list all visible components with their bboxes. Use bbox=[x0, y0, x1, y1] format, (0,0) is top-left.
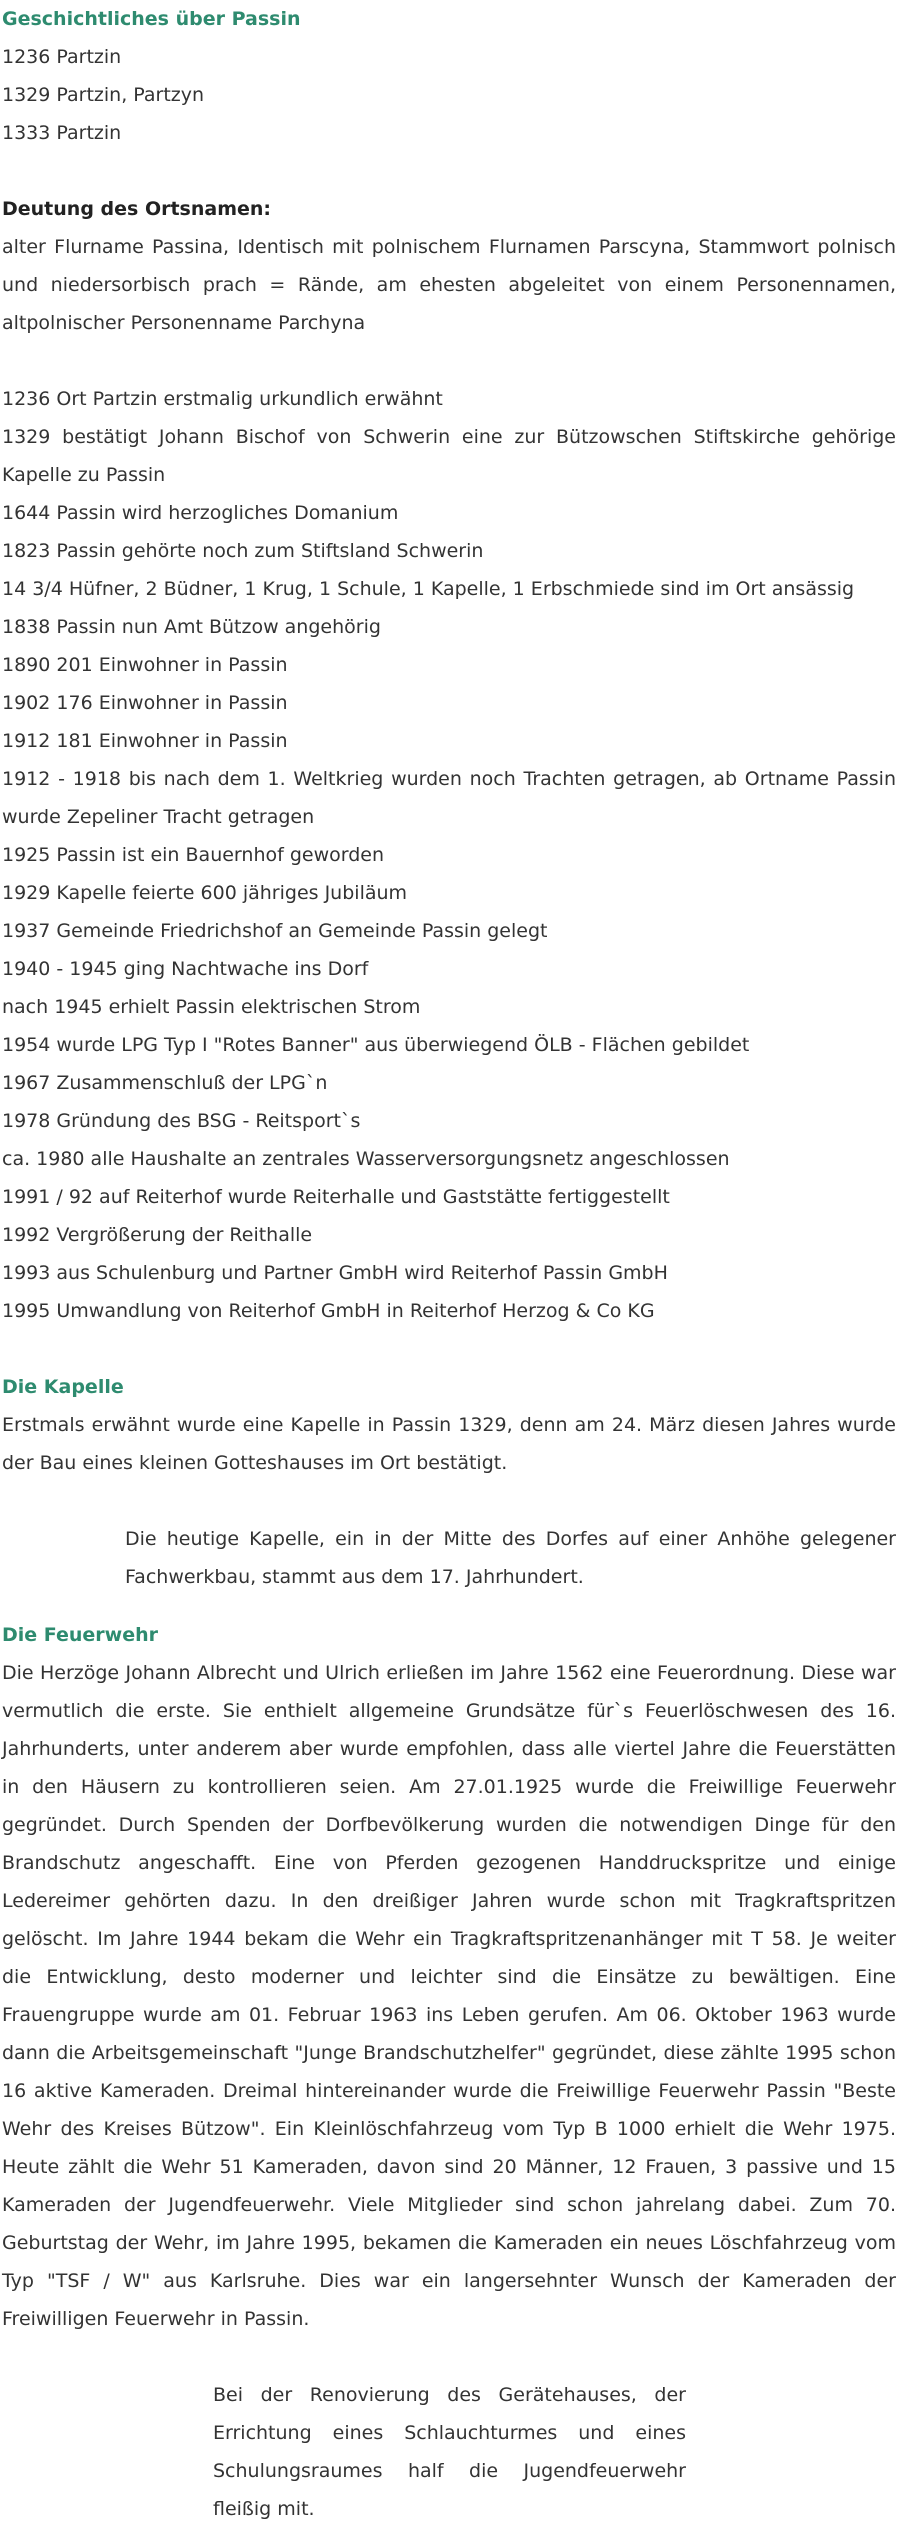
fire-brigade-text: Die Herzöge Johann Albrecht und Ulrich erließen im Jahre 1562 eine Feuerordnung. Diese war vermutlich die erste. Sie enthielt allgemeine Grundsätze für`s Feuerlöschwesen des 16. Jahrhunderts, unter anderem aber wurde empfohlen, dass alle viertel Jahre die Feuerstätten in den Häusern zu kontrollieren seien. Am 27.01.1925 wurde die Freiwillige Feuerwehr gegründet. Durch Spenden der Dorfbevölkerung wurden die notwendigen Dinge für den Brandschutz angeschafft. Eine von Pferden gezogenen Handdruckspritze und einige Ledereimer gehörten dazu. In den dreißiger Jahren wurde schon mit Tragkraftspritzen gelöscht. Im Jahre 1944 bekam die Wehr ein Tragkraftspritzenanhänger mit T 58. Je weiter die Entwicklung, desto moderner und leichter sind die Einsätze zu bewältigen. Eine Frauengruppe wurde am 01. Februar 1963 ins Leben gerufen. Am 06. Oktober 1963 wurde dann die Arbeitsgemeinschaft "Junge Brandschutzhelfer" gegründet, diese zählte 1995 schon 16 aktive Kameraden. Dreimal hintereinander wurde die Freiwillige Feuerwehr Passin "Beste Wehr des Kreises Bützow". Ein Kleinlöschfahrzeug vom Typ B 1000 erhielt die Wehr 1975. Heute zählt die Wehr 51 Kameraden, davon sind 20 Männer, 12 Frauen, 3 passive und 15 Kameraden der Jugendfeuerwehr. Viele Mitglieder sind schon jahrelang dabei. Zum 70. Geburtstag der Wehr, im Jahre 1995, bekamen die Kameraden ein neues Löschfahrzeug vom Typ "TSF / W" aus Karlsruhe. Dies war ein langersehnter Wunsch der Kameraden der Freiwilligen Feuerwehr in Passin. bbox=[2, 1662, 896, 2330]
timeline-entry: 1925 Passin ist ein Bauernhof geworden bbox=[2, 844, 385, 866]
timeline-entry: 1937 Gemeinde Friedrichshof an Gemeinde Passin gelegt bbox=[2, 920, 548, 942]
fire-brigade-caption: Bei der Renovierung des Gerätehauses, der Errichtung eines Schlauchturmes und eines Schulungsraumes half die Jugendfeuerwehr fleißig mit. bbox=[213, 2384, 686, 2520]
timeline-entry: 1823 Passin gehörte noch zum Stiftsland Schwerin bbox=[2, 540, 484, 562]
chapel-caption: Die heutige Kapelle, ein in der Mitte des Dorfes auf einer Anhöhe gelegener Fachwerkbau, stammt aus dem 17. Jahrhundert. bbox=[125, 1528, 896, 1588]
timeline-entry: 1929 Kapelle feierte 600 jähriges Jubiläum bbox=[2, 882, 408, 904]
name-meaning-heading: Deutung des Ortsnamen: bbox=[2, 198, 272, 220]
chapel-heading: Die Kapelle bbox=[2, 1376, 124, 1398]
timeline-entry: 1329 bestätigt Johann Bischof von Schwerin eine zur Bützowschen Stiftskirche gehörige Kapelle zu Passin bbox=[2, 426, 896, 486]
timeline-entry: 1236 Ort Partzin erstmalig urkundlich erwähnt bbox=[2, 388, 443, 410]
fire-brigade-heading: Die Feuerwehr bbox=[2, 1624, 158, 1646]
place-name-item: 1333 Partzin bbox=[2, 122, 122, 144]
timeline-entry: 1992 Vergrößerung der Reithalle bbox=[2, 1224, 313, 1246]
history-timeline bbox=[2, 380, 896, 1330]
timeline-entry: ca. 1980 alle Haushalte an zentrales Wasserversorgungsnetz angeschlossen bbox=[2, 1148, 730, 1170]
timeline-entry: 1991 / 92 auf Reiterhof wurde Reiterhalle und Gaststätte fertiggestellt bbox=[2, 1186, 670, 1208]
timeline-entry: 1967 Zusammenschluß der LPG`n bbox=[2, 1072, 328, 1094]
timeline-entry: 14 3/4 Hüfner, 2 Büdner, 1 Krug, 1 Schule, 1 Kapelle, 1 Erbschmiede sind im Ort ansässig bbox=[2, 578, 855, 600]
name-meaning-text: alter Flurname Passina, Identisch mit polnischem Flurnamen Parscyna, Stammwort polnisch und niedersorbisch prach = Rände, am ehesten abgeleitet von einem Personennamen, altpolnischer Personenname Parchyna bbox=[2, 236, 896, 334]
timeline-entry: 1902 176 Einwohner in Passin bbox=[2, 692, 288, 714]
timeline-entry: 1644 Passin wird herzogliches Domanium bbox=[2, 502, 399, 524]
timeline-entry: 1912 - 1918 bis nach dem 1. Weltkrieg wurden noch Trachten getragen, ab Ortname Passin wurde Zepeliner Tracht getragen bbox=[2, 768, 896, 828]
timeline-entry: 1940 - 1945 ging Nachtwache ins Dorf bbox=[2, 958, 369, 980]
timeline-entry: 1890 201 Einwohner in Passin bbox=[2, 654, 288, 676]
place-name-item: 1329 Partzin, Partzyn bbox=[2, 84, 205, 106]
place-name-list bbox=[2, 38, 896, 152]
timeline-entry: 1978 Gründung des BSG - Reitsport`s bbox=[2, 1110, 361, 1132]
timeline-entry: 1838 Passin nun Amt Bützow angehörig bbox=[2, 616, 381, 638]
chapel-text: Erstmals erwähnt wurde eine Kapelle in Passin 1329, denn am 24. März diesen Jahres wurde der Bau eines kleinen Gotteshauses im Ort bestätigt. bbox=[2, 1414, 896, 1474]
timeline-entry: 1993 aus Schulenburg und Partner GmbH wird Reiterhof Passin GmbH bbox=[2, 1262, 668, 1284]
timeline-entry: 1995 Umwandlung von Reiterhof GmbH in Reiterhof Herzog & Co KG bbox=[2, 1300, 655, 1322]
timeline-entry: 1912 181 Einwohner in Passin bbox=[2, 730, 288, 752]
history-heading: Geschichtliches über Passin bbox=[2, 8, 301, 30]
place-name-item: 1236 Partzin bbox=[2, 46, 122, 68]
timeline-entry: 1954 wurde LPG Typ I "Rotes Banner" aus überwiegend ÖLB - Flächen gebildet bbox=[2, 1034, 750, 1056]
timeline-entry: nach 1945 erhielt Passin elektrischen Strom bbox=[2, 996, 421, 1018]
